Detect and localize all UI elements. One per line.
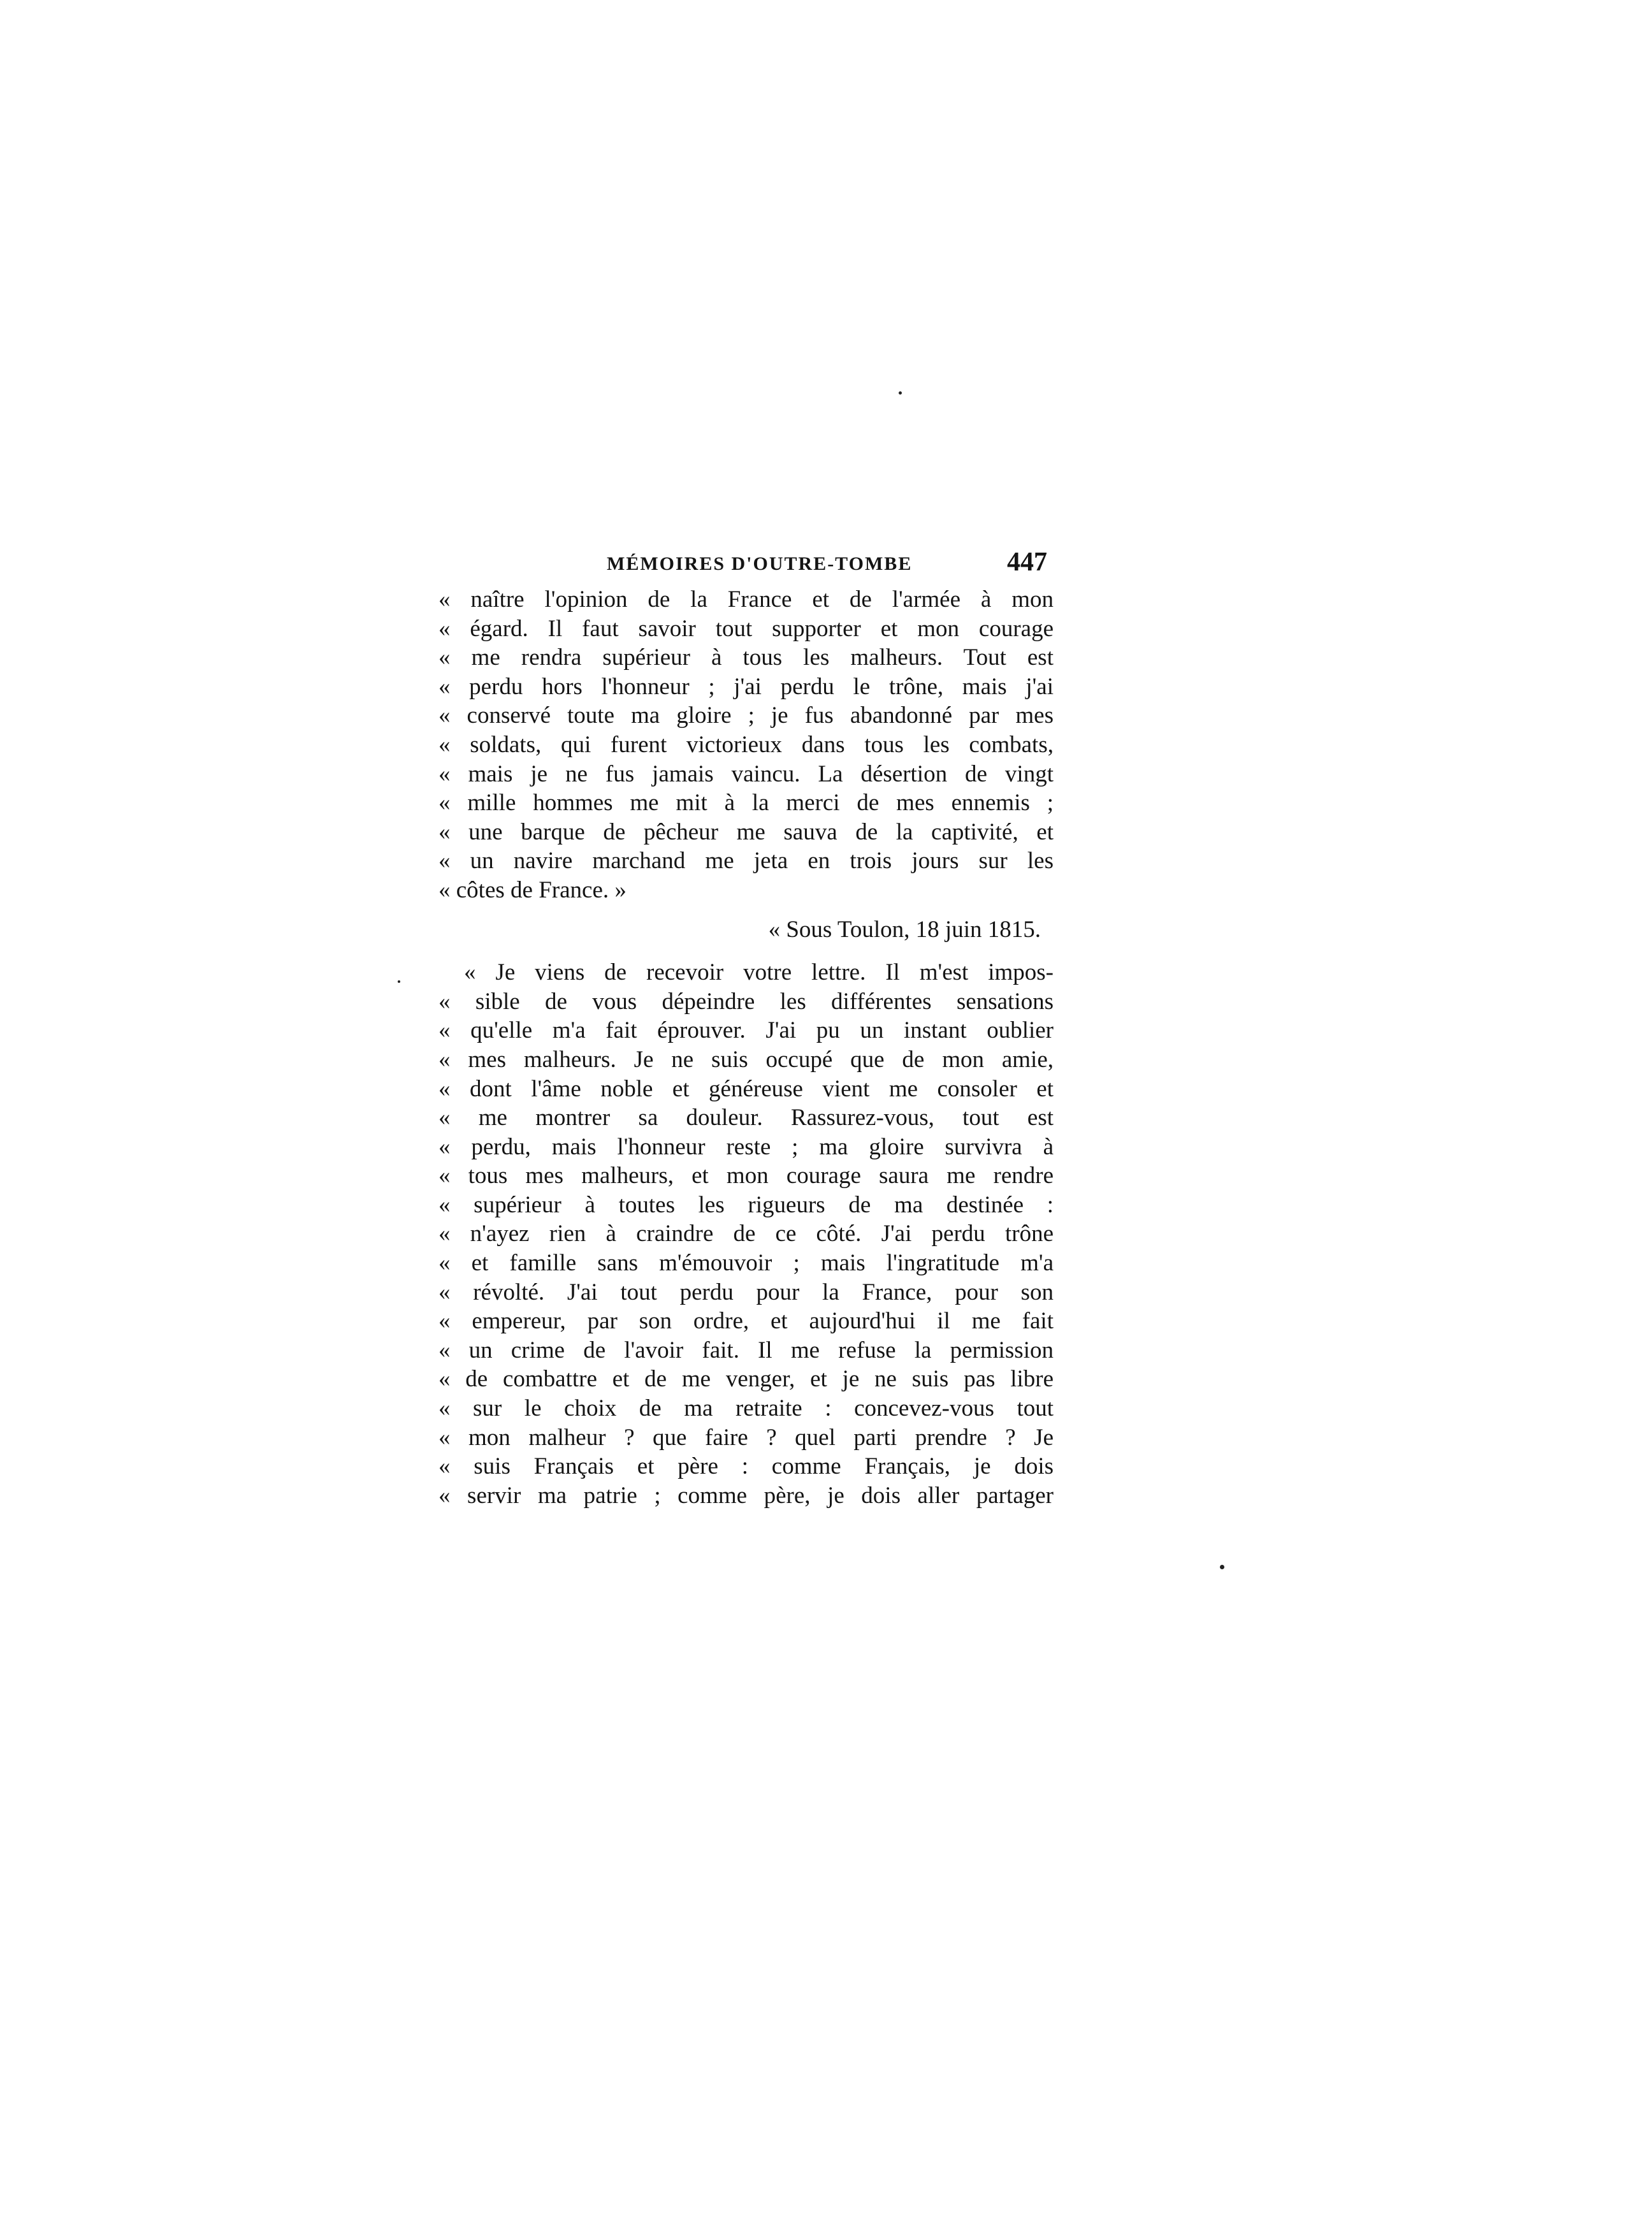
text-line: « naître l'opinion de la France et de l'armée à mon — [438, 586, 1054, 613]
text-line: « révolté. J'ai tout perdu pour la France, pour son — [438, 1279, 1054, 1305]
text-line: « me montrer sa douleur. Rassurez-vous, tout est — [438, 1105, 1054, 1131]
text-line: « mes malheurs. Je ne suis occupé que de mon amie, — [438, 1046, 1054, 1073]
text-line: « n'ayez rien à craindre de ce côté. J'ai perdu trône — [438, 1221, 1054, 1247]
paragraph-letter-excerpt — [438, 585, 1054, 905]
text-line: « sur le choix de ma retraite : concevez-vous tout — [438, 1395, 1054, 1422]
text-line: « tous mes malheurs, et mon courage saura me rendre — [438, 1163, 1054, 1189]
text-line: « mon malheur ? que faire ? quel parti prendre ? Je — [438, 1424, 1054, 1451]
text-line: « sible de vous dépeindre les différentes sensations — [438, 988, 1054, 1015]
text-line: « dont l'âme noble et généreuse vient me consoler et — [438, 1075, 1054, 1102]
page-number: 447 — [1007, 548, 1047, 577]
text-line: « mais je ne fus jamais vaincu. La désertion de vingt — [438, 760, 1054, 787]
text-line: « et famille sans m'émouvoir ; mais l'ingratitude m'a — [438, 1250, 1054, 1277]
ink-speck — [899, 391, 902, 395]
text-line: « supérieur à toutes les rigueurs de ma destinée : — [438, 1191, 1054, 1218]
text-line: « perdu, mais l'honneur reste ; ma gloire survivra à — [438, 1133, 1054, 1160]
text-line: « égard. Il faut savoir tout supporter et mon courage — [438, 615, 1054, 642]
text-line: « une barque de pêcheur me sauva de la captivité, et — [438, 818, 1054, 845]
text-line: « servir ma patrie ; comme père, je dois aller partager — [438, 1482, 1054, 1509]
text-line: « de combattre et de me venger, et je ne suis pas libre — [438, 1366, 1054, 1393]
text-line: « côtes de France. » — [438, 876, 627, 903]
text-line: « mille hommes me mit à la merci de mes ennemis ; — [438, 790, 1054, 817]
page-text-block — [438, 547, 1054, 1510]
running-title: MÉMOIRES D'OUTRE-TOMBE — [607, 553, 913, 574]
paragraph-letter-body — [438, 958, 1054, 1510]
text-line: « un navire marchand me jeta en trois jours sur les — [438, 848, 1054, 875]
text-line: « conservé toute ma gloire ; je fus abandonné par mes — [438, 702, 1054, 729]
ink-speck — [1220, 1565, 1224, 1569]
running-head — [438, 547, 1054, 585]
ink-speck — [398, 980, 400, 983]
text-line: « soldats, qui furent victorieux dans tous les combats, — [438, 731, 1054, 758]
text-line: « me rendra supérieur à tous les malheurs. Tout est — [438, 644, 1054, 671]
letter-dateline: « Sous Toulon, 18 juin 1815. — [768, 916, 1041, 943]
text-line: « Je viens de recevoir votre lettre. Il m'est impos- — [464, 959, 1054, 986]
text-line: « un crime de l'avoir fait. Il me refuse la permission — [438, 1337, 1054, 1363]
text-line: « empereur, par son ordre, et aujourd'hui il me fait — [438, 1308, 1054, 1335]
text-line: « perdu hors l'honneur ; j'ai perdu le trône, mais j'ai — [438, 673, 1054, 700]
text-line: « qu'elle m'a fait éprouver. J'ai pu un instant oublier — [438, 1017, 1054, 1044]
text-line: « suis Français et père : comme Français, je dois — [438, 1453, 1054, 1480]
